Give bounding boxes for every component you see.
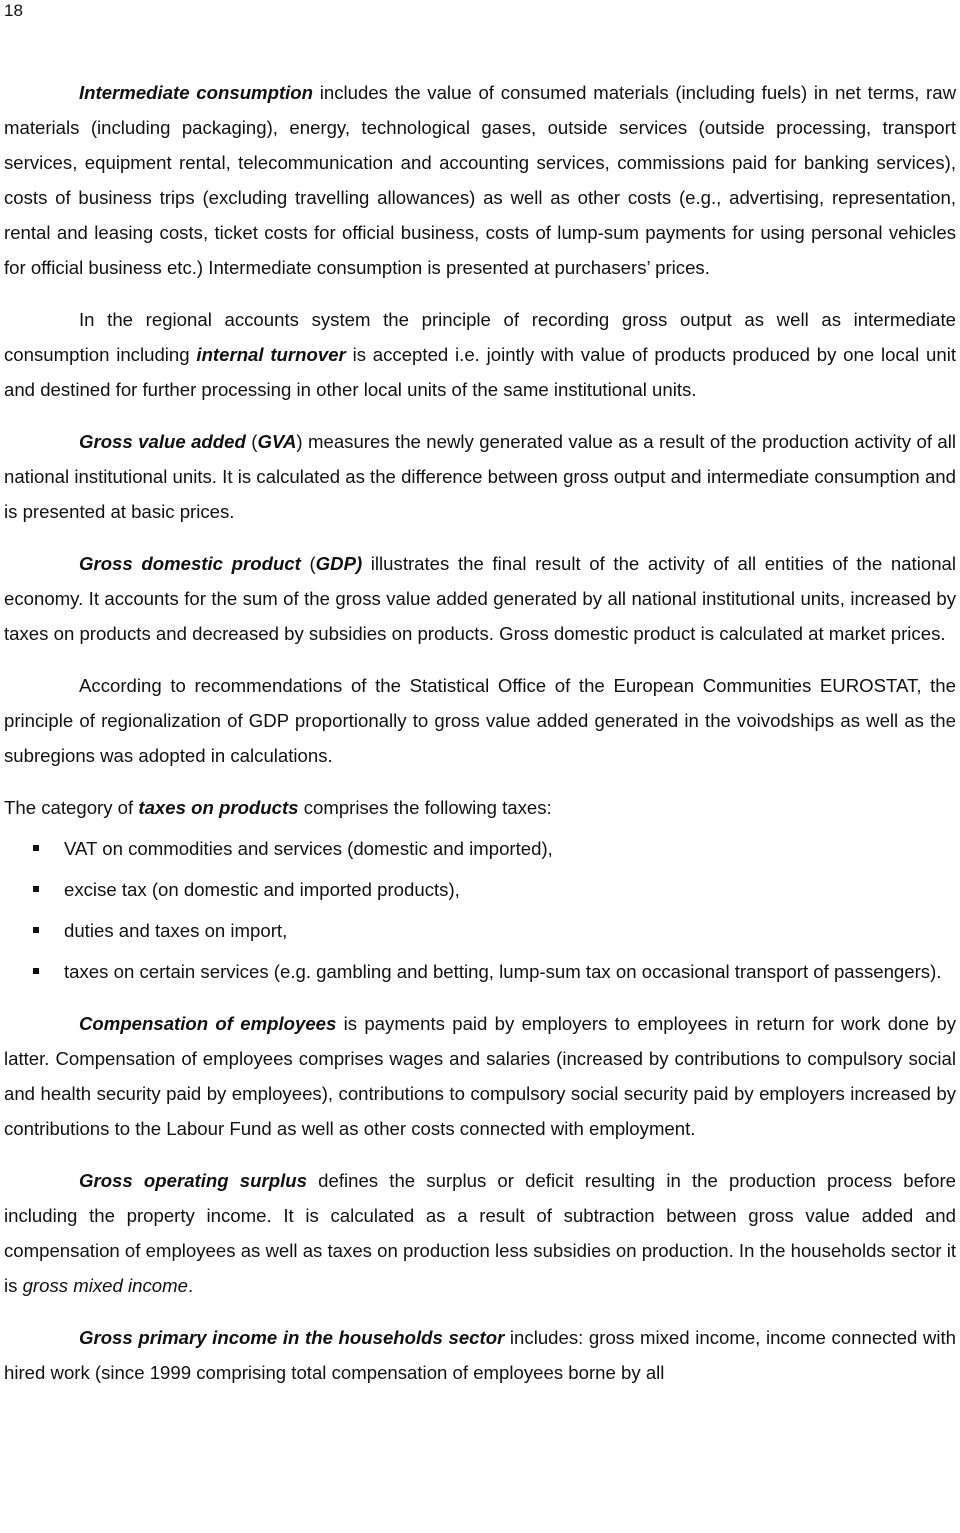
term-gross-domestic-product: Gross domestic product bbox=[79, 553, 301, 574]
paragraph-text: According to recommendations of the Statistical Office of the European Communities EUROSTAT, the principle of regionalization of GDP proportionally to gross value added generated in the voivodships as well as the subregions was adopted in calculations. bbox=[4, 675, 956, 766]
paragraph-gross-domestic-product bbox=[4, 546, 956, 651]
square-bullet-icon bbox=[33, 845, 39, 851]
paragraph-gross-primary-income bbox=[4, 1320, 956, 1390]
square-bullet-icon bbox=[33, 927, 39, 933]
list-item-text: excise tax (on domestic and imported products), bbox=[64, 879, 460, 900]
term-compensation-of-employees: Compensation of employees bbox=[79, 1013, 337, 1034]
paragraph-taxes-on-products bbox=[4, 790, 956, 825]
paragraph-text: ( bbox=[300, 553, 316, 574]
paragraph-text: . bbox=[187, 1275, 194, 1296]
paragraph-regional-accounts bbox=[4, 302, 956, 407]
taxes-list bbox=[4, 831, 956, 989]
list-item bbox=[4, 954, 956, 989]
list-item-text: VAT on commodities and services (domestic and imported), bbox=[64, 838, 553, 859]
term-gross-mixed-income: gross mixed income bbox=[22, 1275, 188, 1296]
paragraph-text: includes the value of consumed materials (including fuels) in net terms, raw materials (including packaging), energy, technological gases, outside services (outside processing, transport services, equipment rental, telecommunication and accounting services, commissions paid for banking services), costs of business trips (excluding travelling allowances) as well as other costs (e.g., advertising, representation, rental and leasing costs, ticket costs for official business, costs of lump-sum payments for using personal vehicles for official business etc.) Intermediate consumption is presented at purchasers’ prices. bbox=[4, 82, 956, 278]
list-item bbox=[4, 831, 956, 866]
paragraph-text: In the regional accounts system the principle of recording gross output as well as intermediate consumption including bbox=[4, 309, 956, 365]
paragraph-text: includes: gross mixed income, income connected with hired work (since 1999 comprising total compensation of employees borne by all bbox=[4, 1327, 956, 1383]
term-intermediate-consumption: Intermediate consumption bbox=[79, 82, 314, 103]
paragraph-text: ) measures the newly generated value as a result of the production activity of all national institutional units. It is calculated as the difference between gross output and intermediate consumption and is presented at basic prices. bbox=[4, 431, 957, 522]
paragraph-compensation-of-employees bbox=[4, 1006, 956, 1146]
paragraph-gross-operating-surplus bbox=[4, 1163, 956, 1303]
square-bullet-icon bbox=[33, 886, 39, 892]
paragraph-gross-value-added bbox=[4, 424, 956, 529]
term-gross-primary-income: Gross primary income in the households sector bbox=[79, 1327, 505, 1348]
paragraph-text: is accepted i.e. jointly with value of products produced by one local unit and destined for further processing in other local units of the same institutional units. bbox=[4, 344, 956, 400]
paragraph-text: illustrates the final result of the activity of all entities of the national economy. It accounts for the sum of the gross value added generated by all national institutional units, increased by taxes on products and decreased by subsidies on products. Gross domestic product is calculated at market prices. bbox=[4, 553, 957, 644]
term-gross-value-added: Gross value added bbox=[79, 431, 246, 452]
term-internal-turnover: internal turnover bbox=[196, 344, 346, 365]
term-abbr-gva: GVA bbox=[257, 431, 297, 452]
term-abbr-gdp: GDP) bbox=[315, 553, 363, 574]
list-item-text: duties and taxes on import, bbox=[64, 920, 288, 941]
list-item bbox=[4, 872, 956, 907]
paragraph-eurostat bbox=[4, 668, 956, 773]
page-number: 18 bbox=[4, 1, 23, 20]
paragraph-intermediate-consumption bbox=[4, 75, 956, 285]
document-body bbox=[4, 75, 956, 1390]
paragraph-text: ( bbox=[245, 431, 258, 452]
square-bullet-icon bbox=[33, 968, 39, 974]
list-item-text: taxes on certain services (e.g. gambling and betting, lump-sum tax on occasional transport of passengers). bbox=[64, 961, 942, 982]
paragraph-text: comprises the following taxes: bbox=[298, 797, 552, 818]
list-item bbox=[4, 913, 956, 948]
term-gross-operating-surplus: Gross operating surplus bbox=[79, 1170, 307, 1191]
paragraph-text: is payments paid by employers to employees in return for work done by latter. Compensation of employees comprises wages and salaries (increased by contributions to compulsory social and health security paid by employees), contributions to compulsory social security paid by employers increased by contributions to the Labour Fund as well as other costs connected with employment. bbox=[4, 1013, 956, 1139]
paragraph-text: defines the surplus or deficit resulting in the production process before including the property income. It is calculated as a result of subtraction between gross value added and compensation of employees as well as taxes on production less subsidies on production. In the households sector it is bbox=[4, 1170, 957, 1296]
term-taxes-on-products: taxes on products bbox=[138, 797, 299, 818]
paragraph-text: The category of bbox=[4, 797, 139, 818]
